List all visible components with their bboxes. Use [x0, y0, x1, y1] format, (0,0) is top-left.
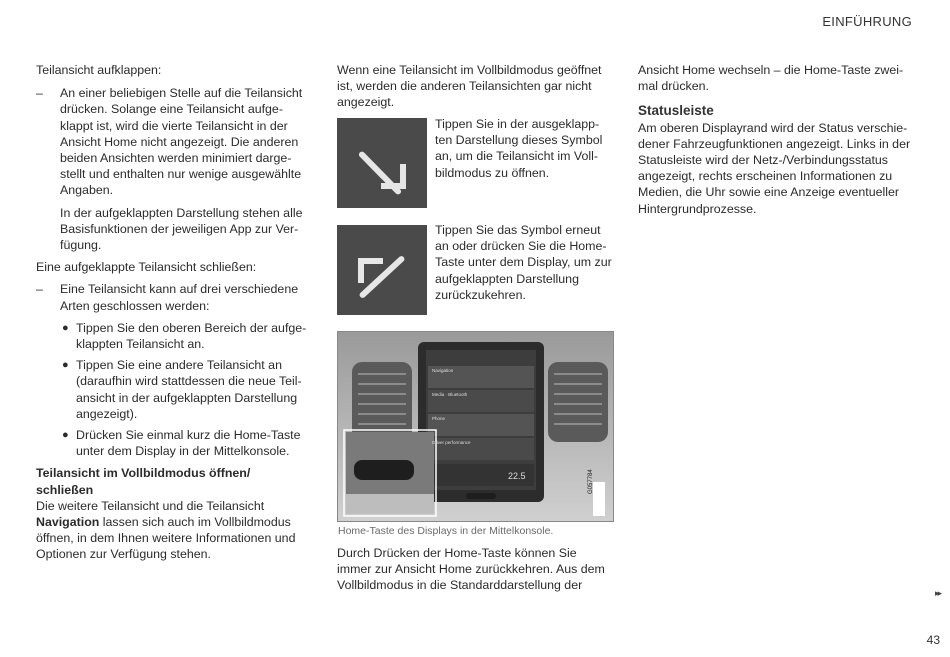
image-code: G057784 [588, 469, 594, 494]
paragraph: Eine aufgeklappte Teilansicht schließen: [36, 260, 257, 275]
bullet-item [36, 320, 311, 352]
temperature-readout: 22.5 [508, 471, 526, 481]
icon-description [435, 222, 613, 303]
continue-marker: ▸▸ [934, 588, 940, 598]
column-2-outro [337, 545, 612, 594]
paragraph: Wenn eine Teilansicht im Vollbildmodus geöffnet ist, werden die anderen Teilansichten gar nicht angezeigt. [337, 63, 602, 110]
bullet-item [36, 427, 311, 459]
arrow-down-right-icon [337, 118, 427, 208]
bullet-marker: ● [62, 321, 69, 334]
dash-marker: – [36, 282, 43, 297]
photo-caption: Home-Taste des Displays in der Mittelkonsole. [338, 525, 554, 537]
paragraph: Tippen Sie den oberen Bereich der aufge-klappten Teilansicht an. [76, 320, 307, 352]
paragraph: In der aufgeklappten Darstellung stehen alle Basisfunktionen der jeweiligen App zur Ver-fügung. [60, 205, 303, 253]
row-label: Driver performance [432, 440, 471, 445]
collapse-icon-box [337, 225, 427, 315]
icon-description [435, 116, 613, 181]
center-console-photo [337, 331, 614, 522]
page-number: 43 [926, 633, 940, 647]
paragraph: Ansicht Home wechseln – die Home-Taste zwei-mal drücken. [638, 63, 904, 94]
paragraph [36, 498, 311, 563]
paragraph: Tippen Sie eine andere Teilansicht an (daraufhin wird stattdessen die neue Teil-ansicht in der aufgeklappten Darstellung angezeigt). [76, 358, 302, 421]
text-run: lassen sich auch im Vollbildmodus öffnen, in dem Ihnen weitere Informationen und Optionen zur Verfügung stehen. [36, 515, 296, 562]
paragraph: Tippen Sie das Symbol erneut an oder drücken Sie die Home-Taste unter dem Display, um zur aufgeklappten Darstellung zurückzukehren. [435, 223, 612, 302]
console-illustration [338, 332, 613, 521]
text-run: Die weitere Teilansicht und die Teilansicht [36, 498, 265, 513]
bullet-marker: ● [62, 359, 69, 372]
bold-term: Navigation [36, 515, 100, 530]
bullet-item [36, 357, 311, 422]
column-1 [36, 62, 311, 563]
section-heading: Statusleiste [638, 103, 714, 119]
column-2-intro [337, 62, 612, 111]
paragraph: Eine Teilansicht kann auf drei verschiedene Arten geschlossen werden: [60, 282, 299, 313]
paragraph: Teilansicht aufklappen: [36, 63, 162, 77]
fullscreen-icon-box [337, 118, 427, 208]
column-3 [638, 62, 913, 217]
bullet-marker: ● [62, 429, 69, 442]
subheading: Teilansicht im Vollbildmodus öffnen/ schließen [36, 466, 251, 497]
row-label: Navigation [432, 368, 454, 373]
row-label: Phone [432, 416, 446, 421]
row-label: Media · Bluetooth [432, 392, 468, 397]
paragraph: Durch Drücken der Home-Taste können Sie immer zur Ansicht Home zurückkehren. Aus dem Vollbildmodus in die Standarddarstellung der [337, 546, 605, 593]
dash-list-item [36, 85, 311, 253]
dash-marker: – [36, 86, 43, 101]
paragraph: An einer beliebigen Stelle auf die Teilansicht drücken. Solange eine Teilansicht aufge-klappt ist, wird die vierte Teilansicht in der Ansicht Home nicht angezeigt. Die anderen beiden Ansichten werden minimiert darge-stellt und enthalten nur wenige ausgewählte Angaben. [60, 86, 303, 198]
paragraph: Am oberen Displayrand wird der Status verschie-dener Fahrzeugfunktionen angezeigt. Links in der Statusleiste wird der Netz-/Verbindungsstatus angezeigt, rechts erscheinen Informationen zu Medien, die Uhr sowie eine Anzeige eventueller Hintergrundprozesse. [638, 120, 911, 216]
paragraph: Tippen Sie in der ausgeklapp-ten Darstellung dieses Symbol an, um die Teilansicht im Voll-bildmodus zu öffnen. [435, 117, 603, 180]
arrow-up-left-icon [337, 225, 427, 315]
paragraph: Drücken Sie einmal kurz die Home-Taste unter dem Display in der Mittelkonsole. [76, 428, 301, 459]
dash-list-item [36, 281, 311, 313]
section-header: EINFÜHRUNG [822, 14, 912, 29]
